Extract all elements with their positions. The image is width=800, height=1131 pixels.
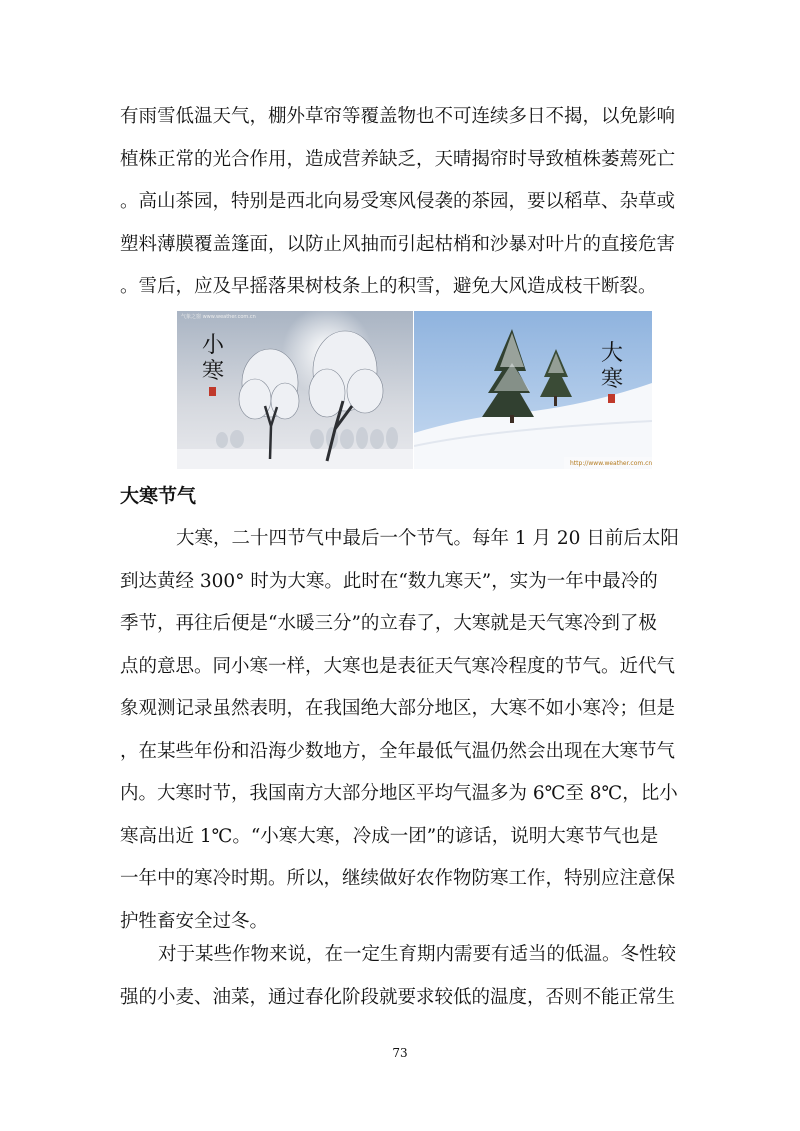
xiaohan-photo — [177, 311, 413, 469]
text-line: 一年中的寒冷时期。所以，继续做好农作物防寒工作，特别应注意保 — [120, 868, 676, 889]
text-line: 塑料薄膜覆盖篷面，以防止风抽而引起枯梢和沙暴对叶片的直接危害 — [120, 233, 676, 255]
text-line: 寒高出近 1℃。“小寒大寒，冷成一团”的谚话，说明大寒节气也是 — [120, 825, 659, 847]
text-line: 到达黄经 300° 时为大寒。此时在“数九寒天”，实为一年中最冷的 — [120, 570, 658, 592]
text-line: ，在某些年份和沿海少数地方，全年最低气温仍然会出现在大寒节气 — [120, 740, 676, 762]
solar-terms-photo-figure — [177, 311, 652, 469]
text-line: 。高山茶园，特别是西北向易受寒风侵袭的茶园，要以稻草、杂草或 — [120, 191, 676, 212]
text-line: 植株正常的光合作用，造成营养缺乏，天晴揭帘时导致植株萎蔫死亡 — [120, 148, 676, 170]
text-line: 有雨雪低温天气，棚外草帘等覆盖物也不可连续多日不揭，以免影响 — [120, 106, 676, 127]
text-line: 点的意思。同小寒一样，大寒也是表征天气寒冷程度的节气。近代气 — [120, 655, 676, 677]
dahan-title: 大寒 — [600, 341, 623, 392]
text-line: 护牲畜安全过冬。 — [120, 910, 269, 932]
xiaohan-title: 小寒 — [201, 333, 224, 384]
paragraph-low-temperature-crops — [120, 934, 680, 1019]
text-line: 对于某些作物来说，在一定生育期内需要有适当的低温。冬性较 — [158, 944, 677, 965]
text-line: 。雪后，应及早摇落果树枝条上的积雪，避免大风造成枝干断裂。 — [120, 276, 657, 297]
paragraph-farming-protection — [120, 96, 680, 309]
text-line: 象观测记录虽然表明，在我国绝大部分地区，大寒不如小寒冷；但是 — [120, 698, 676, 719]
text-line: 内。大寒时节，我国南方大部分地区平均气温多为 6℃至 8℃，比小 — [120, 783, 678, 804]
photo-watermark: http://www.weather.com.cn — [570, 460, 652, 467]
photo-watermark: 气象之窗 www.weather.com.cn — [181, 314, 256, 320]
text-line: 大寒，二十四节气中最后一个节气。每年 1 月 20 日前后太阳 — [176, 528, 679, 549]
text-line: 季节，再往后便是“水暖三分”的立春了，大寒就是天气寒冷到了极 — [120, 613, 657, 634]
section-heading-dahan: 大寒节气 — [120, 485, 197, 507]
red-seal-stamp — [209, 387, 216, 396]
red-seal-stamp — [608, 394, 615, 403]
text-line: 强的小麦、油菜，通过春化阶段就要求较低的温度，否则不能正常生 — [120, 986, 676, 1008]
dahan-photo — [414, 311, 652, 469]
paragraph-dahan-description — [120, 518, 680, 943]
page-number: 73 — [392, 1046, 408, 1060]
